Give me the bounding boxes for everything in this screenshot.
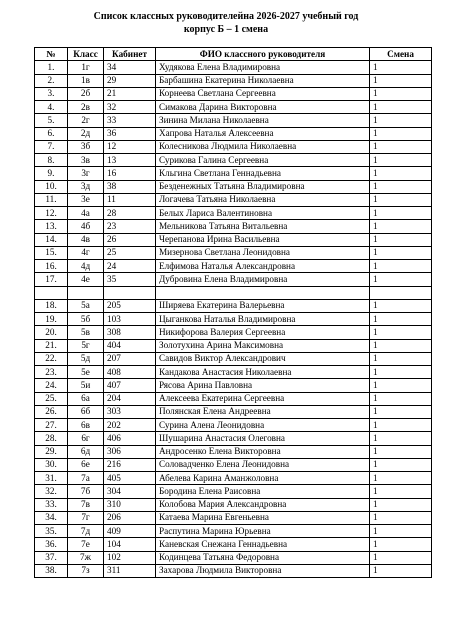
room-cell: 304 [104,485,156,498]
class-cell: 4д [68,260,104,273]
teacher-name-cell: Савидов Виктор Александрович [156,352,370,365]
teacher-name-cell: Бородина Елена Раисовна [156,485,370,498]
teacher-name-cell: Кандакова Анастасия Николаевна [156,366,370,379]
room-cell: 308 [104,326,156,339]
shift-cell: 1 [370,405,432,418]
teacher-name-cell: Белых Лариса Валентиновна [156,207,370,220]
row-number: 30. [35,458,68,471]
row-number: 33. [35,498,68,511]
teacher-name-cell: Сурина Алена Леонидовна [156,419,370,432]
table-row [35,246,432,259]
class-cell: 5и [68,379,104,392]
shift-cell: 1 [370,313,432,326]
shift-cell: 1 [370,551,432,564]
room-cell: 207 [104,352,156,365]
room-cell: 16 [104,167,156,180]
shift-cell: 1 [370,326,432,339]
table-row [35,61,432,74]
teacher-name-cell: Рясова Арина Павловна [156,379,370,392]
table-row [35,405,432,418]
room-cell: 35 [104,273,156,286]
class-cell: 7в [68,498,104,511]
class-cell: 7з [68,564,104,577]
row-number: 8. [35,154,68,167]
shift-cell: 1 [370,246,432,259]
table-body [35,61,432,578]
row-number: 1. [35,61,68,74]
room-cell: 34 [104,61,156,74]
class-cell: 4г [68,246,104,259]
teacher-name-cell: Зинина Милана Николаевна [156,114,370,127]
class-cell: 2д [68,127,104,140]
teacher-name-cell: Симакова Дарина Викторовна [156,101,370,114]
room-cell: 28 [104,207,156,220]
teacher-name-cell: Кльгина Светлана Геннадьевна [156,167,370,180]
table-row [35,220,432,233]
room-cell: 404 [104,339,156,352]
table-row [35,445,432,458]
teacher-name-cell: Распутина Марина Юрьевна [156,525,370,538]
header-class: Класс [68,48,104,61]
row-number: 11. [35,193,68,206]
class-cell: 7г [68,511,104,524]
room-cell: 310 [104,498,156,511]
shift-cell: 1 [370,273,432,286]
class-cell: 5е [68,366,104,379]
room-cell: 38 [104,180,156,193]
teacher-name-cell: Колобова Мария Александровна [156,498,370,511]
table-row [35,485,432,498]
row-number: 24. [35,379,68,392]
class-cell: 6д [68,445,104,458]
class-cell: 5б [68,313,104,326]
row-number: 22. [35,352,68,365]
teacher-name-cell: Соловадченко Елена Леонидовна [156,458,370,471]
table-row [35,432,432,445]
table-row [35,511,432,524]
teacher-name-cell: Катаева Марина Евгеньевна [156,511,370,524]
document-subtitle: корпус Б – 1 смена [183,24,269,35]
table-row [35,366,432,379]
shift-cell: 1 [370,180,432,193]
teacher-name-cell: Мельникова Татьяна Витальевна [156,220,370,233]
shift-cell: 1 [370,74,432,87]
room-cell: 216 [104,458,156,471]
table-row [35,74,432,87]
header-shift: Смена [370,48,432,61]
row-number: 19. [35,313,68,326]
room-cell: 204 [104,392,156,405]
shift-cell: 1 [370,564,432,577]
row-number: 28. [35,432,68,445]
table-row [35,127,432,140]
row-number: 16. [35,260,68,273]
teacher-name-cell: Каневская Снежана Геннадьевна [156,538,370,551]
class-cell: 2б [68,87,104,100]
teacher-name-cell: Шушарина Анастасия Олеговна [156,432,370,445]
room-cell: 303 [104,405,156,418]
shift-cell: 1 [370,114,432,127]
shift-cell: 1 [370,220,432,233]
row-number: 26. [35,405,68,418]
teacher-name-cell: Сурикова Галина Сергеевна [156,154,370,167]
table-row [35,114,432,127]
class-cell: 4в [68,233,104,246]
room-cell: 36 [104,127,156,140]
row-number: 25. [35,392,68,405]
teacher-name-cell: Алексеева Екатерина Сергеевна [156,392,370,405]
room-cell: 24 [104,260,156,273]
header-teacher-name: ФИО классного руководителя [156,48,370,61]
header-room: Кабинет [104,48,156,61]
room-cell: 202 [104,419,156,432]
room-cell: 26 [104,233,156,246]
class-cell: 3е [68,193,104,206]
class-cell: 6г [68,432,104,445]
room-cell: 104 [104,538,156,551]
class-cell: 6а [68,392,104,405]
room-cell: 29 [104,74,156,87]
room-cell: 103 [104,313,156,326]
row-number: 7. [35,140,68,153]
row-number: 23. [35,366,68,379]
row-number: 35. [35,525,68,538]
row-number: 4. [35,101,68,114]
class-cell: 3г [68,167,104,180]
shift-cell: 1 [370,299,432,312]
row-number: 34. [35,511,68,524]
table-row [35,551,432,564]
room-cell: 409 [104,525,156,538]
teacher-name-cell: Худякова Елена Владимировна [156,61,370,74]
table-row [35,472,432,485]
row-number: 12. [35,207,68,220]
teachers-table [34,47,432,578]
teacher-name-cell: Хапрова Наталья Алексеевна [156,127,370,140]
shift-cell: 1 [370,127,432,140]
table-row [35,498,432,511]
teacher-name-cell: Корнеева Светлана Сергеевна [156,87,370,100]
class-cell: 1г [68,61,104,74]
room-cell: 21 [104,87,156,100]
shift-cell: 1 [370,458,432,471]
row-number: 20. [35,326,68,339]
row-number: 15. [35,246,68,259]
room-cell: 13 [104,154,156,167]
teacher-name-cell: Кодинцева Татьяна Федоровна [156,551,370,564]
shift-cell: 1 [370,167,432,180]
class-cell: 2в [68,101,104,114]
table-row [35,260,432,273]
row-number: 3. [35,87,68,100]
shift-cell: 1 [370,419,432,432]
row-number: 13. [35,220,68,233]
table-row [35,207,432,220]
table-row [35,233,432,246]
table-row [35,140,432,153]
room-cell: 12 [104,140,156,153]
room-cell: 205 [104,299,156,312]
teacher-name-cell: Елфимова Наталья Александровна [156,260,370,273]
table-row [35,458,432,471]
teacher-name-cell [156,286,370,299]
shift-cell: 1 [370,207,432,220]
row-number: 32. [35,485,68,498]
teacher-name-cell: Ширяева Екатерина Валерьевна [156,299,370,312]
shift-cell: 1 [370,379,432,392]
shift-cell: 1 [370,392,432,405]
room-cell: 311 [104,564,156,577]
table-row [35,299,432,312]
row-number: 6. [35,127,68,140]
shift-cell: 1 [370,432,432,445]
teacher-name-cell: Андросенко Елена Викторовна [156,445,370,458]
class-cell: 3д [68,180,104,193]
room-cell: 406 [104,432,156,445]
table-row [35,313,432,326]
teacher-name-cell: Безденежных Татьяна Владимировна [156,180,370,193]
teacher-name-cell: Золотухина Арина Максимовна [156,339,370,352]
teacher-name-cell: Черепанова Ирина Васильевна [156,233,370,246]
shift-cell: 1 [370,485,432,498]
class-cell: 6б [68,405,104,418]
class-cell: 5д [68,352,104,365]
table-row [35,326,432,339]
class-cell: 7а [68,472,104,485]
table-row [35,525,432,538]
shift-cell: 1 [370,154,432,167]
teacher-name-cell: Барбашина Екатерина Николаевна [156,74,370,87]
room-cell: 11 [104,193,156,206]
room-cell: 102 [104,551,156,564]
table-row [35,352,432,365]
shift-cell: 1 [370,260,432,273]
document-title: Список классных руководителейна 2026-2027 учебный год [93,11,359,22]
shift-cell: 1 [370,525,432,538]
class-cell: 4а [68,207,104,220]
row-number: 10. [35,180,68,193]
table-row [35,419,432,432]
class-cell: 5а [68,299,104,312]
table-row [35,180,432,193]
teacher-name-cell: Захарова Людмила Викторовна [156,564,370,577]
shift-cell: 1 [370,339,432,352]
shift-cell: 1 [370,498,432,511]
room-cell: 407 [104,379,156,392]
row-number [35,286,68,299]
row-number: 21. [35,339,68,352]
teacher-name-cell: Колесникова Людмила Николаевна [156,140,370,153]
shift-cell: 1 [370,445,432,458]
shift-cell: 1 [370,352,432,365]
class-cell: 6е [68,458,104,471]
table-row [35,154,432,167]
room-cell: 32 [104,101,156,114]
class-cell: 2г [68,114,104,127]
table-row [35,273,432,286]
teacher-name-cell: Цыганкова Наталья Владимировна [156,313,370,326]
shift-cell [370,286,432,299]
table-header-row [35,48,432,61]
class-cell: 3в [68,154,104,167]
table-row [35,167,432,180]
room-cell: 25 [104,246,156,259]
room-cell: 206 [104,511,156,524]
table-row [35,193,432,206]
row-number: 31. [35,472,68,485]
row-number: 37. [35,551,68,564]
table-row [35,538,432,551]
row-number: 9. [35,167,68,180]
shift-cell: 1 [370,538,432,551]
room-cell: 306 [104,445,156,458]
shift-cell: 1 [370,101,432,114]
room-cell [104,286,156,299]
class-cell: 4б [68,220,104,233]
teacher-name-cell: Полянская Елена Андреевна [156,405,370,418]
class-cell: 7е [68,538,104,551]
row-number: 36. [35,538,68,551]
teacher-name-cell: Логачева Татьяна Николаевна [156,193,370,206]
class-cell: 6в [68,419,104,432]
room-cell: 405 [104,472,156,485]
teacher-name-cell: Мизернова Светлана Леонидовна [156,246,370,259]
row-number: 27. [35,419,68,432]
row-number: 18. [35,299,68,312]
shift-cell: 1 [370,140,432,153]
table-row [35,286,432,299]
row-number: 29. [35,445,68,458]
room-cell: 23 [104,220,156,233]
class-cell: 5г [68,339,104,352]
row-number: 2. [35,74,68,87]
room-cell: 33 [104,114,156,127]
class-cell: 7б [68,485,104,498]
class-cell: 3б [68,140,104,153]
class-cell: 7ж [68,551,104,564]
shift-cell: 1 [370,472,432,485]
shift-cell: 1 [370,366,432,379]
table-row [35,564,432,577]
shift-cell: 1 [370,87,432,100]
class-cell: 7д [68,525,104,538]
table-row [35,392,432,405]
row-number: 38. [35,564,68,577]
class-cell: 5в [68,326,104,339]
shift-cell: 1 [370,61,432,74]
table-row [35,379,432,392]
shift-cell: 1 [370,233,432,246]
class-cell [68,286,104,299]
teacher-name-cell: Никифорова Валерия Сергеевна [156,326,370,339]
table-row [35,339,432,352]
table-row [35,101,432,114]
class-cell: 4е [68,273,104,286]
room-cell: 408 [104,366,156,379]
teacher-name-cell: Дубровина Елена Владимировна [156,273,370,286]
shift-cell: 1 [370,193,432,206]
row-number: 14. [35,233,68,246]
row-number: 5. [35,114,68,127]
shift-cell: 1 [370,511,432,524]
class-cell: 1в [68,74,104,87]
row-number: 17. [35,273,68,286]
table-row [35,87,432,100]
header-number: № [35,48,68,61]
teacher-name-cell: Абелева Карина Аманжоловна [156,472,370,485]
